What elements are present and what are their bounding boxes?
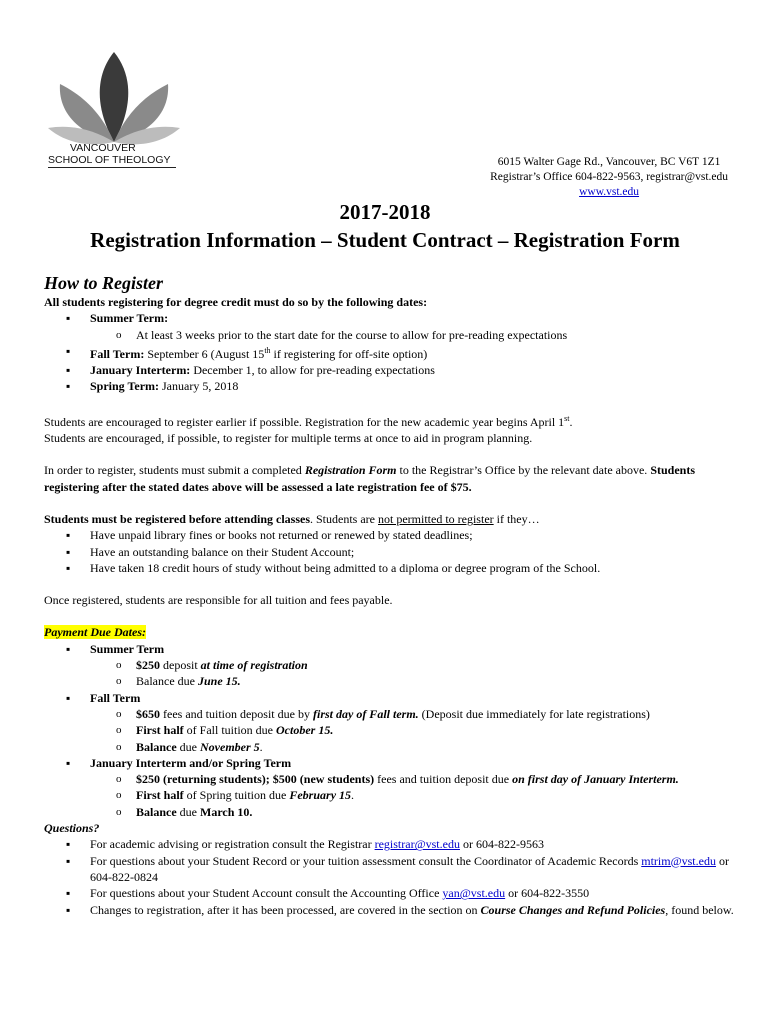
accounting-email-link[interactable]: yan@vst.edu — [442, 886, 506, 901]
list-item: ▪ Summer Term — [44, 641, 734, 657]
main-content — [44, 272, 734, 918]
registration-requirement: Students must be registered before attending classes. Students are not permitted to register if they… — [44, 511, 540, 526]
deadline-intro: All students registering for degree credit must do so by the following dates: — [44, 295, 428, 309]
restriction-list — [44, 527, 734, 576]
list-item: ▪ Fall Term: September 6 (August 15th if registering for off-site option) — [44, 343, 734, 362]
questions-heading: Questions? — [44, 821, 100, 836]
list-item: ▪ Summer Term: — [44, 310, 734, 326]
list-item: o $250 deposit at time of registration — [44, 657, 734, 673]
list-item: ▪ Changes to registration, after it has been processed, are covered in the section on Course Changes and Refund Policies, found below. — [44, 902, 734, 918]
logo-wordmark — [48, 142, 176, 168]
list-item: ▪ Spring Term: January 5, 2018 — [44, 378, 734, 394]
how-to-register-heading: How to Register — [44, 273, 164, 293]
logo-line-2: SCHOOL OF THEOLOGY — [48, 154, 176, 168]
once-registered-note: Once registered, students are responsible for all tuition and fees payable. — [44, 593, 393, 608]
list-item: ▪ January Interterm and/or Spring Term — [44, 755, 734, 771]
payment-heading-row — [44, 624, 734, 640]
academic-year: 2017-2018 — [339, 200, 431, 224]
page-title: Registration Information – Student Contract – Registration Form — [90, 228, 680, 252]
list-item: ▪ Fall Term — [44, 690, 734, 706]
list-item: o First half of Fall tuition due October 15. — [44, 722, 734, 738]
registrar-email-link[interactable]: registrar@vst.edu — [374, 837, 460, 852]
list-item: o Balance due November 5. — [44, 739, 734, 755]
list-item: ▪ For academic advising or registration consult the Registrar registrar@vst.edu or 604-822-9563 — [44, 836, 734, 852]
questions-list — [44, 836, 734, 917]
street-address: 6015 Walter Gage Rd., Vancouver, BC V6T 1Z1 — [497, 156, 721, 168]
list-item: o Balance due June 15. — [44, 673, 734, 689]
logo-line-1: VANCOUVER — [70, 142, 136, 154]
records-email-link[interactable]: mtrim@vst.edu — [641, 853, 716, 868]
list-item: ▪ For questions about your Student Account consult the Accounting Office yan@vst.edu or 604-822-3550 — [44, 885, 734, 901]
website-link[interactable]: www.vst.edu — [579, 186, 640, 198]
deadline-list — [44, 310, 734, 394]
encourage-paragraph: Students are encouraged to register earlier if possible. Registration for the new academic year begins April 1st. Students are encouraged, if possible, to register for multiple terms at once to aid in program planning. — [44, 413, 573, 446]
list-item: o At least 3 weeks prior to the start date for the course to allow for pre-reading expectations — [44, 327, 734, 343]
list-item: o First half of Spring tuition due February 15. — [44, 787, 734, 803]
list-item: ▪ Have an outstanding balance on their Student Account; — [44, 544, 734, 560]
list-item: ▪ For questions about your Student Record or your tuition assessment consult the Coordinator of Academic Records mtrim@vst.edu or 604-822-0824 — [44, 853, 734, 886]
list-item: o $650 fees and tuition deposit due by first day of Fall term. (Deposit due immediately for late registrations) — [44, 706, 734, 722]
list-item: ▪ January Interterm: December 1, to allow for pre-reading expectations — [44, 362, 734, 378]
list-item: ▪ Have unpaid library fines or books not returned or renewed by stated deadlines; — [44, 527, 734, 543]
payment-list — [44, 641, 734, 820]
list-item: o $250 (returning students); $500 (new students) fees and tuition deposit due on first day of January Interterm. — [44, 771, 734, 787]
list-item: ▪ Have taken 18 credit hours of study without being admitted to a diploma or degree program of the School. — [44, 560, 734, 576]
order-paragraph: In order to register, students must submit a completed Registration Form to the Registrar’s Office by the relevant date above. Students registering after the stated dates above will be assessed a late registration fee of $75. — [44, 463, 695, 494]
list-item: o Balance due March 10. — [44, 804, 734, 820]
payment-due-heading: Payment Due Dates: — [44, 625, 146, 640]
address-block — [490, 155, 728, 200]
registrar-contact: Registrar’s Office 604-822-9563, registrar@vst.edu — [490, 171, 728, 183]
